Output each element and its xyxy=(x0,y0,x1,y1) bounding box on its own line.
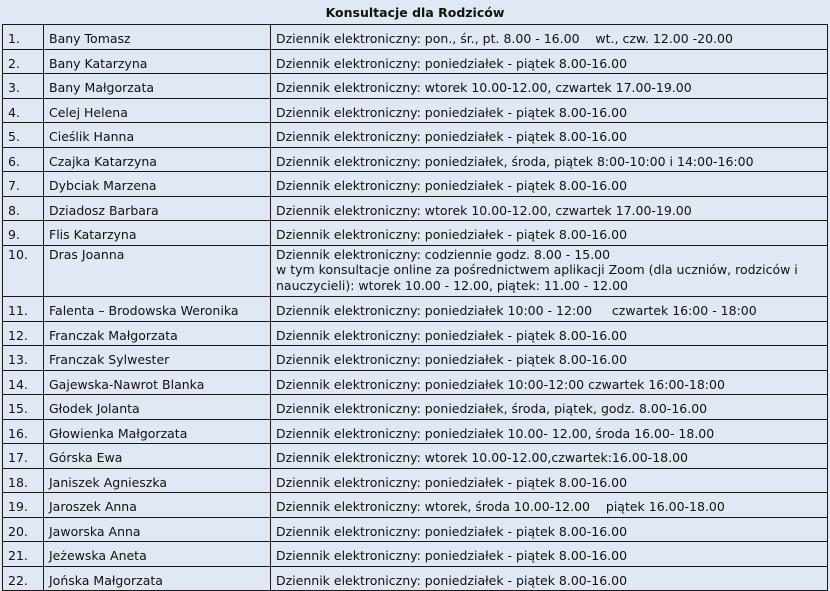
teacher-name: Janiszek Agnieszka xyxy=(44,468,271,493)
consultation-line: Dziennik elektroniczny: wtorek 10.00-12.00, czwartek 17.00-19.00 xyxy=(276,202,692,218)
row-number: 17. xyxy=(3,444,44,469)
consultation-line: Dziennik elektroniczny: poniedziałek - piątek 8.00-16.00 xyxy=(276,572,628,588)
row-number: 15. xyxy=(3,395,44,420)
consultation-hours xyxy=(271,98,828,123)
consultation-hours xyxy=(271,444,828,469)
teacher-name: Bany Małgorzata xyxy=(44,74,271,99)
teacher-name: Czajka Katarzyna xyxy=(44,147,271,172)
row-number: 20. xyxy=(3,517,44,542)
row-number: 2. xyxy=(3,49,44,74)
table-row xyxy=(3,25,828,50)
consultation-hours xyxy=(271,370,828,395)
consultation-line: Dziennik elektroniczny: codziennie godz. 8.00 - 15.00 xyxy=(276,246,611,262)
consultation-line: Dziennik elektroniczny: poniedziałek - piątek 8.00-16.00 xyxy=(276,104,628,120)
row-number: 7. xyxy=(3,172,44,197)
consultation-hours xyxy=(271,123,828,148)
table-row xyxy=(3,297,828,322)
teacher-name: Jaworska Anna xyxy=(44,517,271,542)
consultation-line: Dziennik elektroniczny: poniedziałek - piątek 8.00-16.00 xyxy=(276,55,628,71)
consultation-line: Dziennik elektroniczny: poniedziałek, środa, piątek 8:00-10:00 i 14:00-16:00 xyxy=(276,153,754,169)
table-row xyxy=(3,49,828,74)
teacher-name: Jeżewska Aneta xyxy=(44,542,271,567)
consultation-line: Dziennik elektroniczny: wtorek 10.00-12.00, czwartek 17.00-19.00 xyxy=(276,80,692,95)
consultation-line: Dziennik elektroniczny: poniedziałek - piątek 8.00-16.00 xyxy=(276,227,628,242)
consultation-line: Dziennik elektroniczny: poniedziałek - piątek 8.00-16.00 xyxy=(276,327,628,343)
table-row xyxy=(3,147,828,172)
teacher-name: Falenta – Brodowska Weronika xyxy=(44,297,271,322)
consultation-line: Dziennik elektroniczny: poniedziałek, środa, piątek, godz. 8.00-16.00 xyxy=(276,401,708,416)
row-number: 1. xyxy=(3,25,44,50)
row-number: 3. xyxy=(3,74,44,99)
teacher-name: Górska Ewa xyxy=(44,444,271,469)
row-number: 10. xyxy=(3,245,44,297)
teacher-name: Franczak Sylwester xyxy=(44,346,271,371)
consultation-hours xyxy=(271,221,828,246)
table-row xyxy=(3,196,828,221)
consultation-line: Dziennik elektroniczny: poniedziałek - piątek 8.00-16.00 xyxy=(276,548,628,563)
consultation-hours xyxy=(271,321,828,346)
consultation-hours xyxy=(271,74,828,99)
consultation-line: Dziennik elektroniczny: pon., śr., pt. 8.00 - 16.00 wt., czw. 12.00 -20.00 xyxy=(276,31,733,46)
table-row xyxy=(3,321,828,346)
row-number: 6. xyxy=(3,147,44,172)
consultation-hours xyxy=(271,346,828,371)
table-row xyxy=(3,370,828,395)
table-row xyxy=(3,346,828,371)
teacher-name: Głodek Jolanta xyxy=(44,395,271,420)
consultation-hours xyxy=(271,147,828,172)
table-row xyxy=(3,468,828,493)
consultation-hours xyxy=(271,25,828,50)
row-number: 14. xyxy=(3,370,44,395)
consultation-line: Dziennik elektroniczny: wtorek, środa 10.00-12.00 piątek 16.00-18.00 xyxy=(276,499,725,514)
row-number: 22. xyxy=(3,566,44,591)
consultation-line: Dziennik elektroniczny: poniedziałek 10.00- 12.00, środa 16.00- 18.00 xyxy=(276,425,715,441)
row-number: 8. xyxy=(3,196,44,221)
teacher-name: Jońska Małgorzata xyxy=(44,566,271,591)
table-row xyxy=(3,542,828,567)
table-row xyxy=(3,172,828,197)
consultation-line: Dziennik elektroniczny: poniedziałek - piątek 8.00-16.00 xyxy=(276,178,628,193)
row-number: 16. xyxy=(3,419,44,444)
consultation-line: Dziennik elektroniczny: poniedziałek - piątek 8.00-16.00 xyxy=(276,474,628,490)
row-number: 5. xyxy=(3,123,44,148)
teacher-name: Dziadosz Barbara xyxy=(44,196,271,221)
row-number: 21. xyxy=(3,542,44,567)
table-row xyxy=(3,493,828,518)
consultation-hours xyxy=(271,468,828,493)
table-row xyxy=(3,245,828,297)
page-title: Konsultacje dla Rodziców xyxy=(325,5,505,20)
teacher-name: Flis Katarzyna xyxy=(44,221,271,246)
consultation-hours xyxy=(271,172,828,197)
consultation-line: Dziennik elektroniczny: poniedziałek - piątek 8.00-16.00 xyxy=(276,352,628,367)
table-row xyxy=(3,444,828,469)
teacher-name: Dras Joanna xyxy=(44,245,271,297)
consultation-hours xyxy=(271,297,828,322)
table-row xyxy=(3,123,828,148)
row-number: 4. xyxy=(3,98,44,123)
teacher-name: Cieślik Hanna xyxy=(44,123,271,148)
row-number: 9. xyxy=(3,221,44,246)
consultation-hours xyxy=(271,493,828,518)
consultation-hours xyxy=(271,395,828,420)
row-number: 18. xyxy=(3,468,44,493)
teacher-name: Celej Helena xyxy=(44,98,271,123)
table-row xyxy=(3,419,828,444)
consultation-hours xyxy=(271,49,828,74)
table-row xyxy=(3,221,828,246)
consultation-hours xyxy=(271,196,828,221)
table-row xyxy=(3,395,828,420)
teacher-name: Gajewska-Nawrot Blanka xyxy=(44,370,271,395)
table-row xyxy=(3,98,828,123)
teacher-name: Bany Katarzyna xyxy=(44,49,271,74)
consultation-table xyxy=(2,24,828,591)
consultation-hours xyxy=(271,419,828,444)
consultation-hours xyxy=(271,517,828,542)
teacher-name: Jaroszek Anna xyxy=(44,493,271,518)
table-row xyxy=(3,517,828,542)
consultation-line: Dziennik elektroniczny: poniedziałek - piątek 8.00-16.00 xyxy=(276,129,628,144)
row-number: 12. xyxy=(3,321,44,346)
consultation-line: Dziennik elektroniczny: poniedziałek 10:00-12:00 czwartek 16:00-18:00 xyxy=(276,376,725,392)
consultation-table-body xyxy=(3,25,828,591)
row-number: 13. xyxy=(3,346,44,371)
row-number: 11. xyxy=(3,297,44,322)
consultation-line: Dziennik elektroniczny: wtorek 10.00-12.00,czwartek:16.00-18.00 xyxy=(276,450,688,465)
row-number: 19. xyxy=(3,493,44,518)
teacher-name: Dybciak Marzena xyxy=(44,172,271,197)
consultation-line: Dziennik elektroniczny: poniedziałek - piątek 8.00-16.00 xyxy=(276,523,628,539)
consultation-line: nauczycieli): wtorek 10.00 - 12.00, piątek: 11.00 - 12.00 xyxy=(276,277,629,293)
consultation-hours xyxy=(271,542,828,567)
consultation-line: w tym konsultacje online za pośrednictwem aplikacji Zoom (dla uczniów, rodziców i xyxy=(276,262,798,277)
teacher-name: Głowienka Małgorzata xyxy=(44,419,271,444)
consultation-hours xyxy=(271,245,828,297)
consultation-line: Dziennik elektroniczny: poniedziałek 10:00 - 12:00 czwartek 16:00 - 18:00 xyxy=(276,303,757,318)
teacher-name: Bany Tomasz xyxy=(44,25,271,50)
table-row xyxy=(3,74,828,99)
teacher-name: Franczak Małgorzata xyxy=(44,321,271,346)
